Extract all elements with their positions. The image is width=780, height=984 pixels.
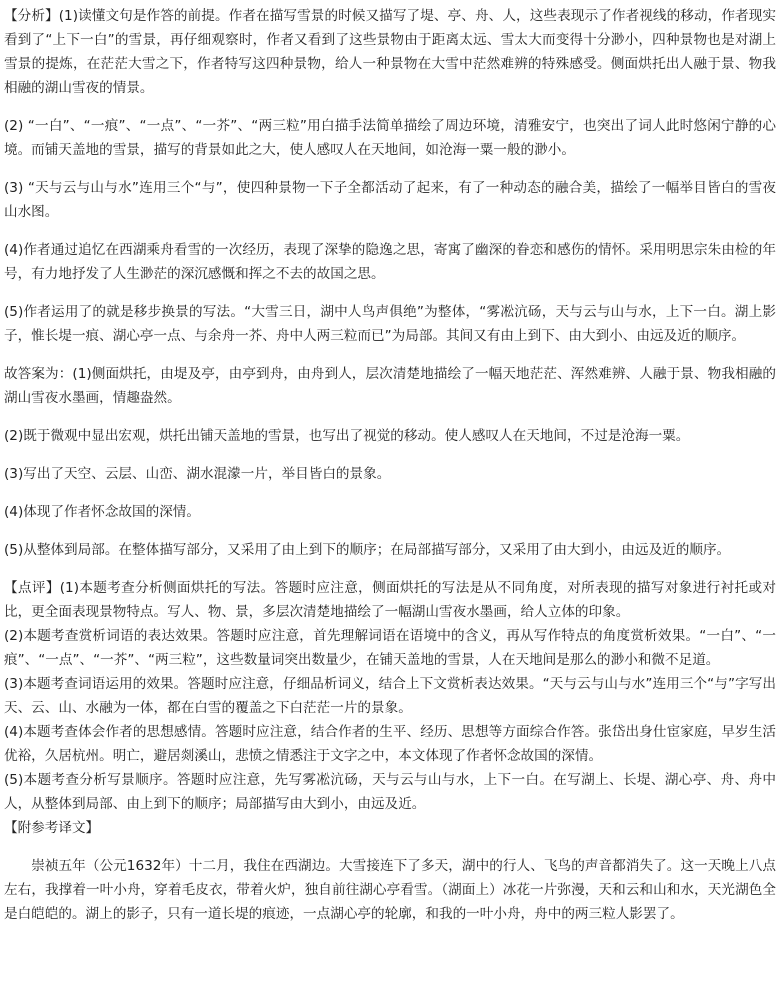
analysis-paragraph-1: 【分析】(1)读懂文句是作答的前提。作者在描写雪景的时候又描写了堤、亭、舟、人，这些表现示了作者视线的移动，作者现实看到了“上下一白”的雪景，再仔细观察时，作者又看到了这些景物由于距离太远、雪太大而变得十分渺小，四种景物也是对湖上雪景的提炼，在茫茫大雪之下，作者特写这四种景物，给人一种景物在大雪中茫然难辨的特殊感受。侧面烘托出人融于景、物我相融的湖山雪夜的情景。 xyxy=(4,8,776,96)
analysis-section xyxy=(4,4,776,348)
analysis-paragraph-3: (3) “天与云与山与水”连用三个“与”，使四种景物一下子全都活动了起来，有了一种动态的融合美，描绘了一幅举目皆白的雪夜山水图。 xyxy=(4,180,776,220)
analysis-paragraph-4: (4)作者通过追忆在西湖乘舟看雪的一次经历，表现了深挚的隐逸之思，寄寓了幽深的眷恋和感伤的情怀。采用明思宗朱由检的年号，有力地抒发了人生渺茫的深沉感慨和挥之不去的故国之思。 xyxy=(4,242,776,282)
comment-paragraph-3: (3)本题考查词语运用的效果。答题时应注意，仔细品析词义，结合上下文赏析表达效果。“天与云与山与水”连用三个“与”字写出天、云、山、水融为一体，都在白雪的覆盖之下白茫茫一片的景象。 xyxy=(4,676,776,716)
document xyxy=(4,0,776,926)
comment-paragraph-2: (2)本题考查赏析词语的表达效果。答题时应注意，首先理解词语在语境中的含义，再从写作特点的角度赏析效果。“一白”、“一痕”、“一点”、“一芥”、“两三粒”，这些数量词突出数量少，在铺天盖地的雪景，人在天地间是那么的渺小和微不足道。 xyxy=(4,628,776,668)
analysis-paragraph-2: (2) “一白”、“一痕”、“一点”、“一芥”、“两三粒”用白描手法简单描绘了周边环境，清雅安宁，也突出了词人此时悠闲宁静的心境。而铺天盖地的雪景，描写的背景如此之大，使人感叹人在天地间，如沧海一粟一般的渺小。 xyxy=(4,118,776,158)
answer-paragraph-4: (4)体现了作者怀念故国的深情。 xyxy=(4,504,200,520)
translation-section xyxy=(4,816,776,926)
comment-paragraph-4: (4)本题考查体会作者的思想感情。答题时应注意，结合作者的生平、经历、思想等方面综合作答。张岱出身仕宦家庭，早岁生活优裕，久居杭州。明亡，避居剡溪山，悲愤之情悉注于文字之中，本文体现了作者怀念故国的深情。 xyxy=(4,724,776,764)
translation-paragraph: 崇祯五年（公元1632年）十二月，我住在西湖边。大雪接连下了多天，湖中的行人、飞鸟的声音都消失了。这一天晚上八点左右，我撑着一叶小舟，穿着毛皮衣，带着火炉，独自前往湖心亭看雪。（湖面上）冰花一片弥漫，天和云和山和水，天光湖色全是白皑皑的。湖上的影子，只有一道长堤的痕迹，一点湖心亭的轮廓，和我的一叶小舟，舟中的两三粒人影罢了。 xyxy=(4,858,776,922)
answer-paragraph-1: 故答案为：(1)侧面烘托，由堤及亭，由亭到舟，由舟到人，层次清楚地描绘了一幅天地茫茫、浑然难辨、人融于景、物我相融的湖山雪夜水墨画，情趣盎然。 xyxy=(4,366,776,406)
comment-section xyxy=(4,576,776,816)
answer-paragraph-3: (3)写出了天空、云层、山峦、湖水混濛一片，举目皆白的景象。 xyxy=(4,466,391,482)
answer-paragraph-2: (2)既于微观中显出宏观，烘托出铺天盖地的雪景，也写出了视觉的移动。使人感叹人在天地间，不过是沧海一粟。 xyxy=(4,428,690,444)
comment-paragraph-5: (5)本题考查分析写景顺序。答题时应注意，先写雾凇沆砀，天与云与山与水，上下一白。在写湖上、长堤、湖心亭、舟、舟中人，从整体到局部、由上到下的顺序；局部描写由大到小，由远及近。 xyxy=(4,772,776,812)
answer-section xyxy=(4,362,776,562)
comment-paragraph-1: 【点评】(1)本题考查分析侧面烘托的写法。答题时应注意，侧面烘托的写法是从不同角度，对所表现的描写对象进行衬托或对比，更全面表现景物特点。写人、物、景，多层次清楚地描绘了一幅湖山雪夜水墨画，给人立体的印象。 xyxy=(4,580,776,620)
translation-heading: 【附参考译文】 xyxy=(4,820,100,836)
answer-paragraph-5: (5)从整体到局部。在整体描写部分，又采用了由上到下的顺序；在局部描写部分，又采用了由大到小，由远及近的顺序。 xyxy=(4,542,731,558)
analysis-paragraph-5: (5)作者运用了的就是移步换景的写法。“大雪三日，湖中人鸟声俱绝”为整体，“雾凇沆砀，天与云与山与水，上下一白。湖上影子，惟长堤一痕、湖心亭一点、与余舟一芥、舟中人两三粒而已”为局部。其间又有由上到下、由大到小、由远及近的顺序。 xyxy=(4,304,776,344)
